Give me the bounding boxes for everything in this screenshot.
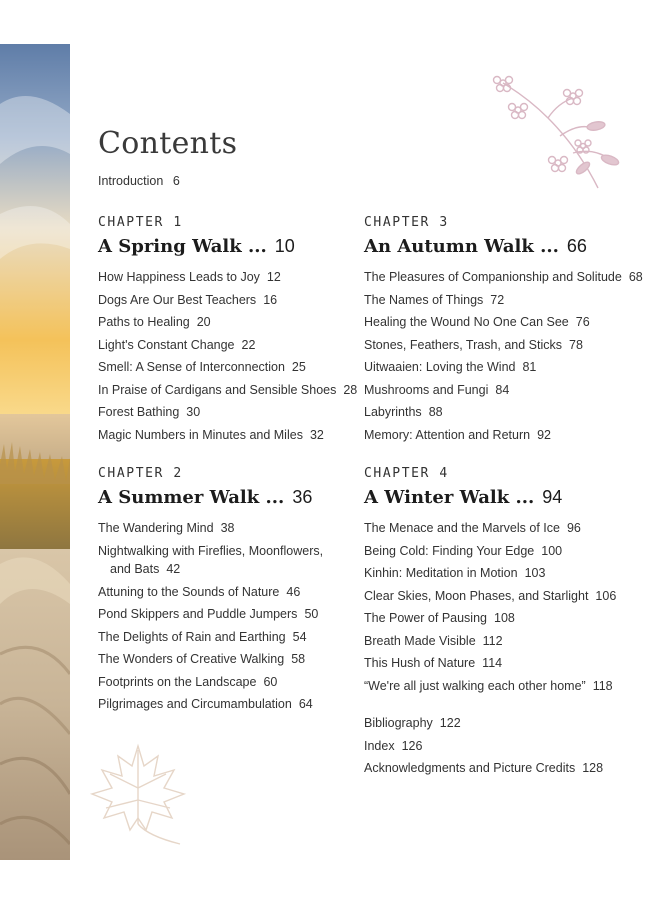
entry-title: Acknowledgments and Picture Credits — [364, 761, 576, 775]
entry-page: 76 — [575, 315, 590, 329]
entry-title: Bibliography — [364, 716, 433, 730]
chapter-label: CHAPTER 1 — [98, 215, 183, 230]
entry-page: 42 — [166, 561, 181, 576]
entry-page: 46 — [286, 584, 301, 599]
toc-entry[interactable] — [364, 630, 644, 653]
entry-title: Dogs Are Our Best Teachers — [98, 292, 257, 307]
toc-entry[interactable] — [364, 585, 644, 608]
chapter-page: 10 — [274, 236, 295, 256]
toc-entry[interactable] — [98, 581, 338, 604]
entry-page: 25 — [291, 360, 306, 374]
toc-entry[interactable] — [98, 266, 348, 289]
toc-entry[interactable] — [98, 671, 338, 694]
flower-sprig-icon — [478, 68, 628, 198]
entry-title: Forest Bathing — [98, 405, 180, 419]
toc-entry[interactable] — [364, 356, 644, 379]
toc-entry[interactable] — [364, 401, 644, 424]
toc-entry[interactable] — [98, 289, 348, 312]
entry-title: Light's Constant Change — [98, 337, 235, 352]
chapter-title-text: An Autumn Walk ... — [364, 236, 559, 257]
toc-entry[interactable] — [364, 379, 644, 402]
chapter-label: CHAPTER 3 — [364, 215, 449, 230]
toc-entry[interactable] — [98, 311, 348, 334]
entry-page: 22 — [241, 337, 256, 352]
chapter-4-section — [364, 465, 644, 697]
toc-entry[interactable] — [364, 652, 644, 675]
chapter-1-section — [98, 214, 358, 446]
chapter-title-text: A Winter Walk ... — [364, 487, 535, 508]
entry-title: Clear Skies, Moon Phases, and Starlight — [364, 588, 589, 603]
entry-title: Uitwaaien: Loving the Wind — [364, 360, 516, 374]
entry-page: 16 — [263, 292, 278, 307]
entry-title: The Menace and the Marvels of Ice — [364, 521, 560, 535]
entry-title: The Pleasures of Companionship and Solitude — [364, 270, 622, 284]
entry-title: The Power of Pausing — [364, 611, 487, 625]
entry-page: 128 — [582, 761, 604, 775]
entry-page: 38 — [220, 521, 235, 535]
entry-title: The Delights of Rain and Earthing — [98, 629, 286, 644]
chapter-label: CHAPTER 4 — [364, 466, 449, 481]
chapter-title[interactable] — [98, 232, 348, 260]
toc-entry[interactable] — [98, 693, 338, 716]
entry-title: Being Cold: Finding Your Edge — [364, 543, 535, 558]
back-matter-list — [364, 712, 603, 780]
page-title: Contents — [98, 126, 238, 161]
chapter-3-section — [364, 214, 644, 446]
chapter-page: 94 — [542, 487, 563, 507]
toc-entry[interactable] — [364, 424, 644, 447]
chapter-entries — [98, 266, 358, 446]
entry-page: 103 — [524, 566, 546, 580]
toc-entry[interactable] — [98, 401, 348, 424]
entry-title: The Wandering Mind — [98, 521, 214, 535]
entry-page: 106 — [595, 588, 617, 603]
entry-page: 88 — [428, 405, 443, 419]
entry-page: 60 — [263, 674, 278, 689]
entry-page: 50 — [304, 607, 319, 621]
entry-title: Smell: A Sense of Interconnection — [98, 360, 285, 374]
entry-title: In Praise of Cardigans and Sensible Shoes — [98, 382, 337, 397]
entry-page: 81 — [522, 360, 537, 374]
entry-title: The Names of Things — [364, 292, 484, 307]
toc-entry[interactable] — [98, 356, 348, 379]
toc-entry[interactable] — [364, 311, 644, 334]
toc-entry[interactable] — [364, 562, 644, 585]
toc-entry-introduction[interactable] — [98, 174, 180, 188]
chapter-2-section — [98, 465, 338, 716]
toc-entry[interactable] — [364, 675, 644, 698]
entry-title: Footprints on the Landscape — [98, 674, 257, 689]
entry-page: 108 — [494, 611, 515, 625]
chapter-page: 36 — [292, 487, 313, 507]
toc-entry[interactable] — [364, 607, 644, 630]
entry-title: Stones, Feathers, Trash, and Sticks — [364, 337, 563, 352]
chapter-entries — [98, 517, 338, 716]
chapter-title-text: A Summer Walk ... — [98, 487, 285, 508]
toc-entry[interactable] — [98, 424, 348, 447]
entry-title: Index — [364, 738, 395, 753]
entry-page: 30 — [186, 405, 201, 419]
toc-entry[interactable] — [364, 517, 644, 540]
entry-page: 58 — [291, 652, 306, 666]
entry-page: 92 — [537, 427, 551, 442]
entry-page: 28 — [343, 382, 358, 397]
toc-entry[interactable] — [98, 379, 358, 402]
entry-title: Kinhin: Meditation in Motion — [364, 566, 518, 580]
maple-leaf-icon — [88, 738, 192, 848]
entry-page: 78 — [569, 337, 583, 352]
chapter-entries — [364, 266, 644, 446]
entry-title: “We're all just walking each other home” — [364, 678, 586, 693]
entry-page: 32 — [309, 427, 324, 442]
toc-entry[interactable] — [98, 517, 338, 540]
entry-page: 84 — [495, 382, 510, 397]
entry-title: Magic Numbers in Minutes and Miles — [98, 427, 303, 442]
chapter-page: 66 — [566, 236, 587, 256]
entry-title: Pilgrimages and Circumambulation — [98, 697, 292, 711]
entry-title: This Hush of Nature — [364, 656, 476, 670]
toc-entry[interactable] — [98, 626, 338, 649]
chapter-entries — [364, 517, 644, 697]
entry-title: Healing the Wound No One Can See — [364, 315, 569, 329]
toc-entry[interactable] — [364, 289, 644, 312]
entry-page: 12 — [266, 270, 281, 284]
chapter-title[interactable] — [364, 483, 644, 511]
entry-title: Labyrinths — [364, 405, 422, 419]
beach-photo-strip — [0, 44, 70, 860]
entry-page: 20 — [196, 315, 211, 329]
entry-title: Introduction — [98, 174, 164, 188]
entry-title: Breath Made Visible — [364, 633, 476, 648]
entry-page: 6 — [172, 174, 180, 188]
entry-page: 96 — [566, 521, 581, 535]
chapter-label: CHAPTER 2 — [98, 466, 183, 481]
toc-entry-bibliography[interactable] — [364, 712, 603, 735]
entry-page: 114 — [482, 656, 503, 670]
chapter-title[interactable] — [98, 483, 338, 511]
entry-page: 64 — [298, 697, 313, 711]
entry-title: The Wonders of Creative Walking — [98, 652, 285, 666]
chapter-title-text: A Spring Walk ... — [98, 236, 267, 257]
entry-page: 72 — [490, 292, 505, 307]
toc-entry[interactable] — [98, 648, 338, 671]
toc-entry[interactable] — [98, 603, 338, 626]
entry-title: Nightwalking with Fireflies, Moonflowers, and Bats — [98, 543, 324, 576]
chapter-title[interactable] — [364, 232, 644, 260]
entry-page: 112 — [482, 633, 503, 648]
entry-page: 100 — [541, 543, 563, 558]
toc-entry[interactable] — [364, 266, 644, 289]
toc-entry[interactable] — [98, 540, 338, 581]
entry-page: 68 — [628, 270, 643, 284]
toc-entry-acknowledgments[interactable] — [364, 757, 603, 780]
entry-page: 126 — [401, 738, 423, 753]
toc-entry[interactable] — [364, 540, 644, 563]
toc-entry[interactable] — [98, 334, 348, 357]
entry-title: Mushrooms and Fungi — [364, 382, 489, 397]
entry-title: Pond Skippers and Puddle Jumpers — [98, 607, 298, 621]
toc-entry[interactable] — [364, 334, 644, 357]
entry-page: 118 — [592, 678, 613, 693]
toc-entry-index[interactable] — [364, 735, 603, 758]
entry-page: 54 — [292, 629, 307, 644]
entry-title: How Happiness Leads to Joy — [98, 270, 260, 284]
entry-title: Paths to Healing — [98, 315, 190, 329]
entry-title: Attuning to the Sounds of Nature — [98, 584, 280, 599]
entry-title: Memory: Attention and Return — [364, 427, 531, 442]
entry-page: 122 — [439, 716, 461, 730]
